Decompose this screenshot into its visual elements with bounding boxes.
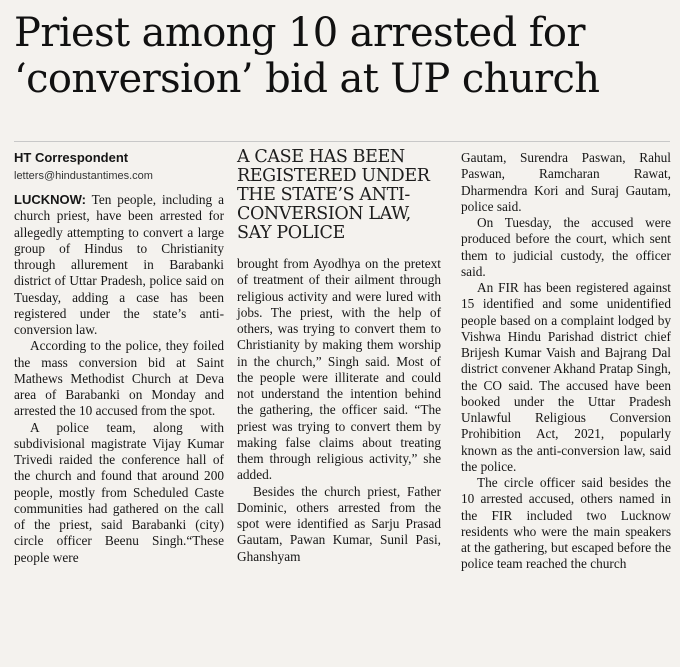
column-1 xyxy=(14,150,224,566)
column-3 xyxy=(461,150,671,573)
paragraph: An FIR has been registered against 15 identified and some unidentified people based on a complaint lodged by Vishwa Hindu Parishad district chief Brijesh Kumar Vaish and Bajrang Dal district convener Akhand Pratap Singh, the CO said. The accused have been booked under the Uttar Pradesh Unlawful Religious Conversion Prohibition Act, 2021, popularly known as the anti-conversion law, said the police. xyxy=(461,280,671,474)
paragraph: On Tuesday, the accused were produced before the court, which sent them to judicial custody, the officer said. xyxy=(461,215,671,279)
headline-line-2: ‘conversion’ bid at UP church xyxy=(14,56,600,102)
byline: HT Correspondent xyxy=(14,150,129,165)
pull-quote: A CASE HAS BEEN REGISTERED UNDER THE STATE’S ANTI-CONVERSION LAW, SAY POLICE xyxy=(237,147,430,243)
lead-paragraph xyxy=(14,192,224,338)
paragraph: Besides the church priest, Father Dominic, others arrested from the spot were identified as Sarju Prasad Gautam, Pawan Kumar, Sunil Pasi, Ghanshyam xyxy=(237,483,441,564)
headline xyxy=(14,10,670,102)
dateline: LUCKNOW: xyxy=(14,192,86,207)
paragraph: The circle officer said besides the 10 arrested accused, others named in the FIR included two Lucknow residents who were the main speakers at the gathering, but escaped before the police team reached the church xyxy=(461,475,671,572)
headline-line-1: Priest among 10 arrested for xyxy=(14,10,585,56)
paragraph-text: Ten people, including a church priest, have been arrested for allegedly attempting to convert a large group of Hindus to Christianity through allurement in Barabanki district of Uttar Pradesh, police said on Tuesday, adding a case has been registered under the state’s anti-conversion law. xyxy=(14,192,224,337)
paragraph: Gautam, Surendra Paswan, Rahul Paswan, Ramcharan Rawat, Dharmendra Kori and Suraj Gautam, police said. xyxy=(461,150,671,214)
column-2 xyxy=(237,148,441,565)
paragraph: According to the police, they foiled the mass conversion bid at Saint Mathews Methodist Church at Deva area of Barabanki on Monday and arrested the 10 accused from the spot. xyxy=(14,338,224,419)
paragraph: A police team, along with subdivisional magistrate Vijay Kumar Trivedi raided the conference hall of the church and found that around 200 people, mostly from Scheduled Caste communities had gathered on the call of the priest, said Barabanki (city) circle officer Beenu Singh.“These people were xyxy=(14,419,224,565)
headline-divider xyxy=(14,141,670,142)
paragraph: brought from Ayodhya on the pretext of treatment of their ailment through religious activity and were lured with jobs. The priest, with the help of others, was trying to convert them to Christianity by making them worship in the church,” Singh said. Most of the people were illiterate and could not understand the intention behind the gathering, the officer said. “The priest was trying to convert them by making false claims about treating them through religious activity,” she added. xyxy=(237,256,441,483)
author-email: letters@hindustantimes.com xyxy=(14,170,153,182)
